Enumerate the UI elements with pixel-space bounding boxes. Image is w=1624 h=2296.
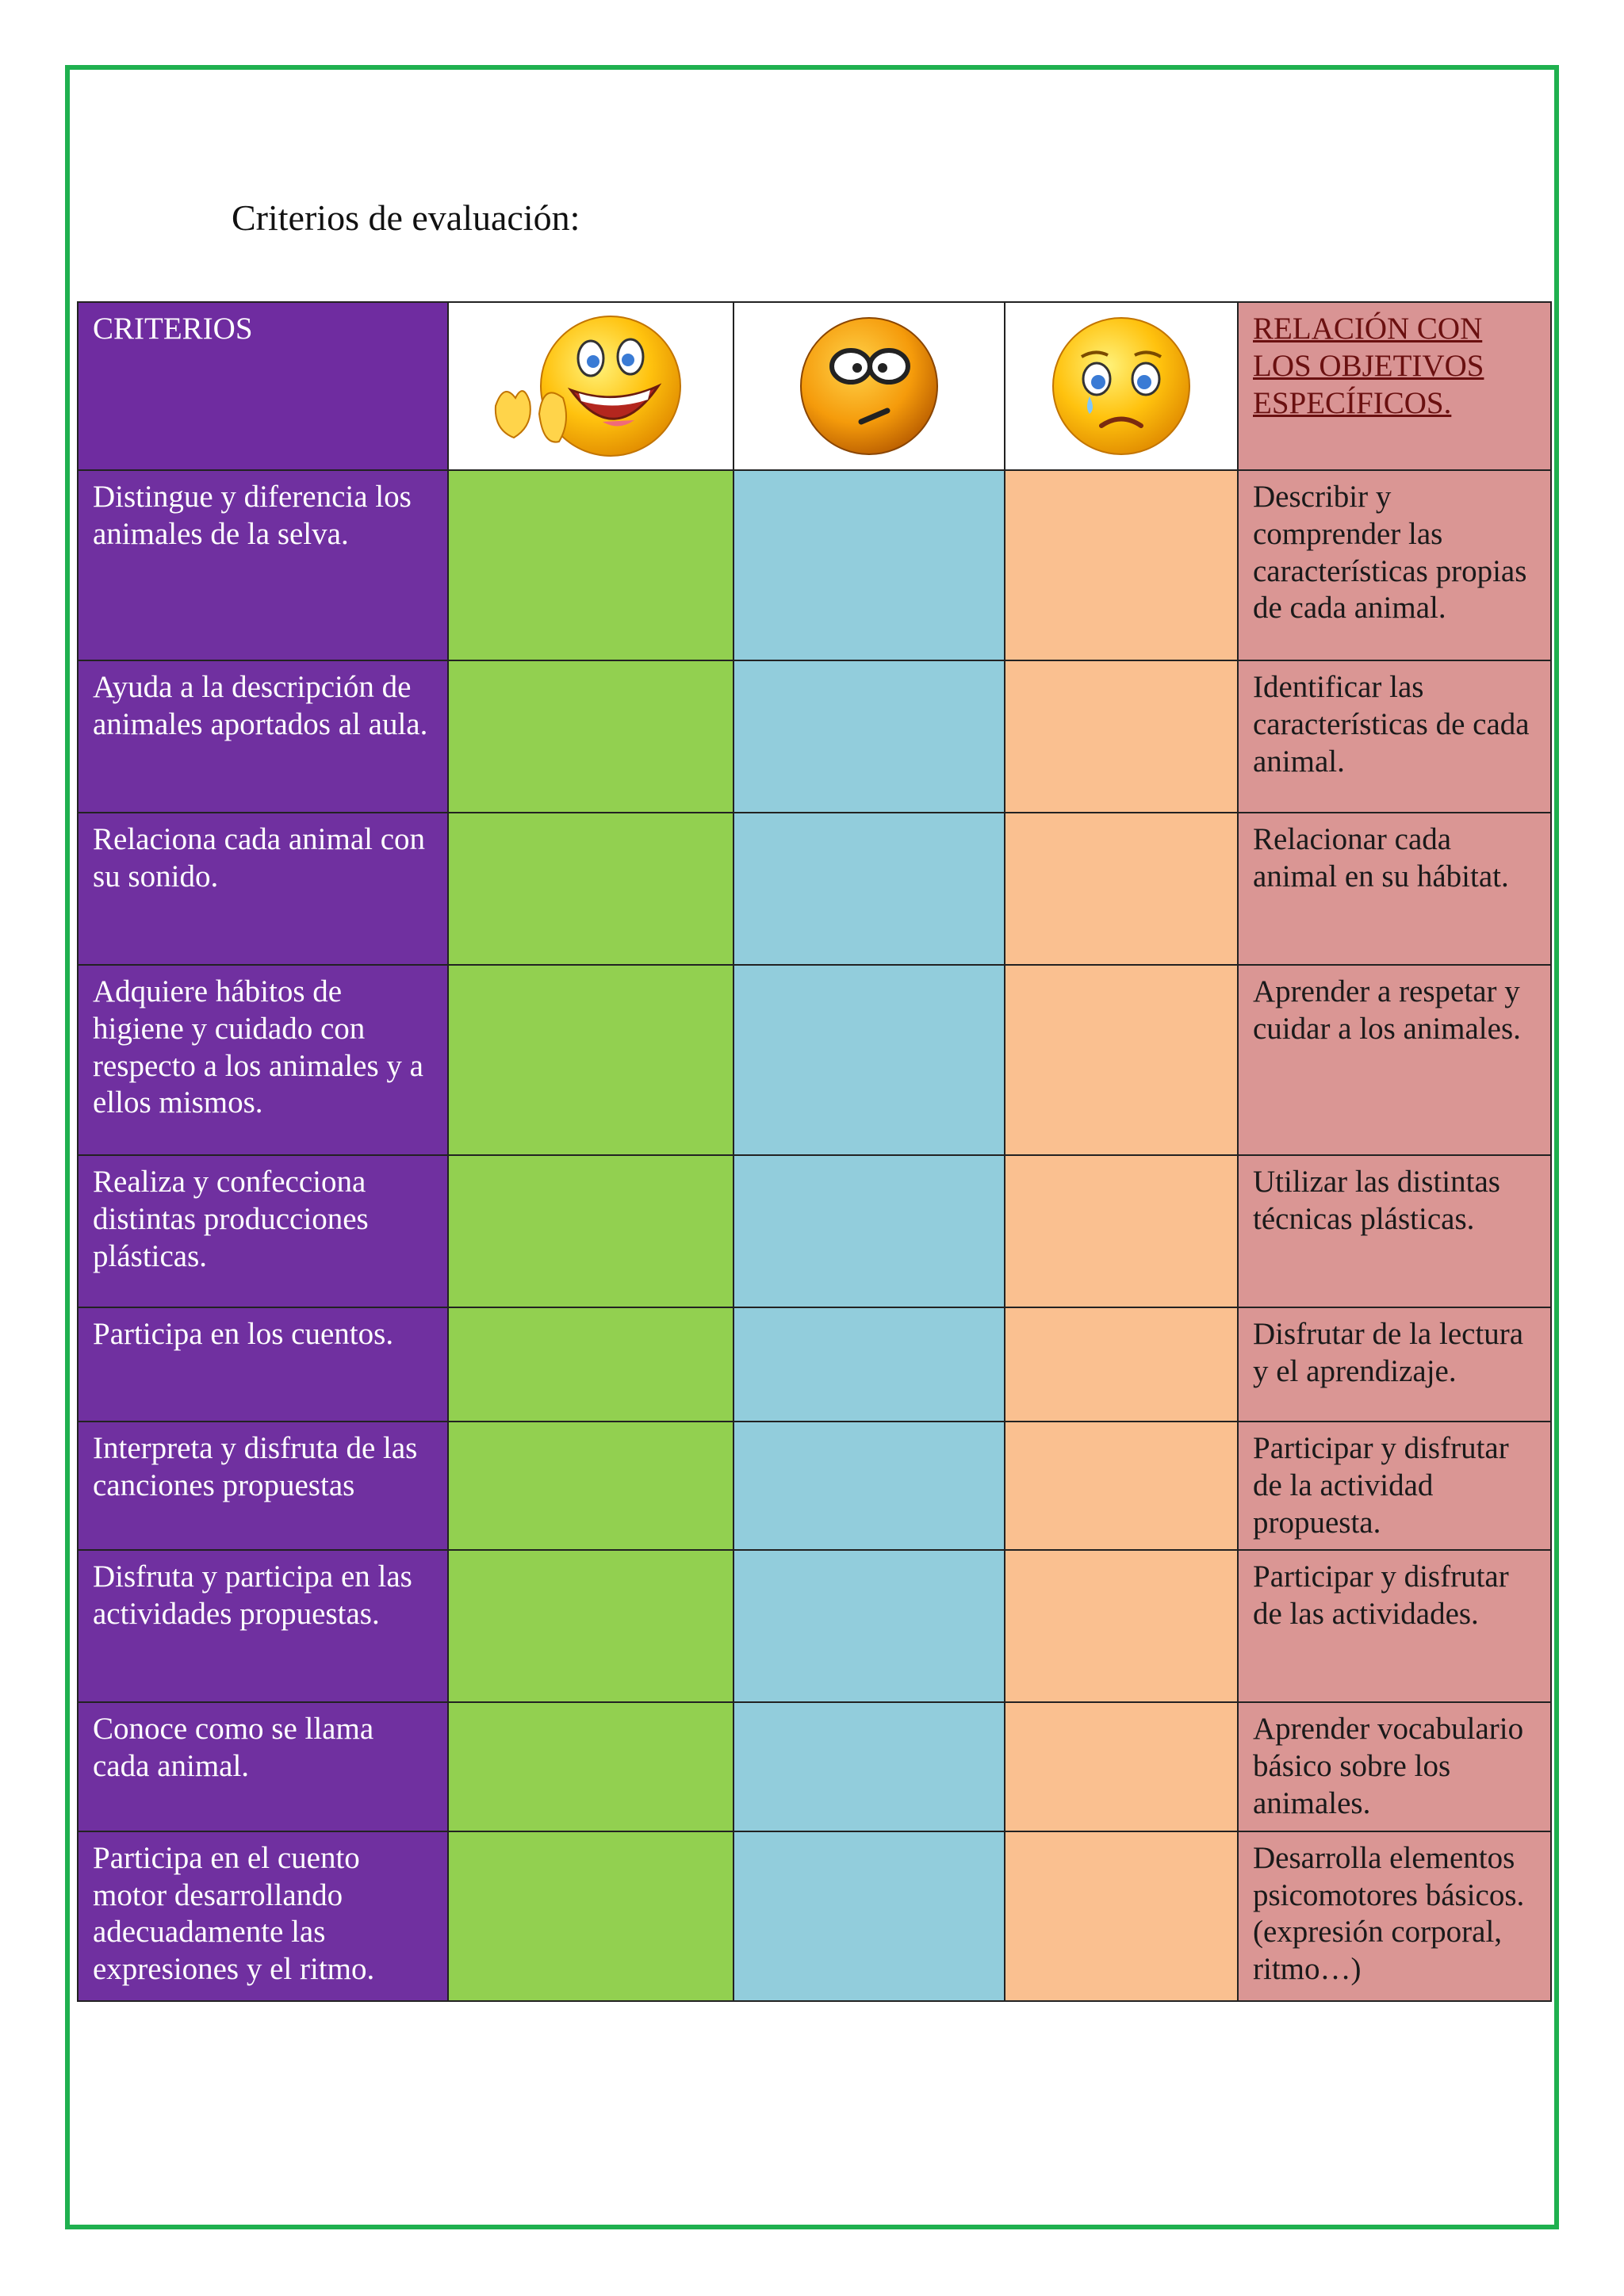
relacion-cell: Participar y disfrutar de la actividad propuesta. xyxy=(1238,1422,1551,1550)
table-row xyxy=(78,813,1551,965)
happy-rating-cell[interactable] xyxy=(448,1307,733,1422)
table-row xyxy=(78,1155,1551,1307)
criterio-cell: Participa en los cuentos. xyxy=(78,1307,448,1422)
confused-face-icon xyxy=(794,311,944,461)
sad-rating-cell[interactable] xyxy=(1005,1702,1238,1831)
happy-face-header xyxy=(448,302,733,470)
relacion-cell: Desarrolla elementos psicomotores básicos.(expresión corporal, ritmo…) xyxy=(1238,1831,1551,2001)
relacion-cell: Identificar las características de cada animal. xyxy=(1238,660,1551,813)
table-header-row xyxy=(78,302,1551,470)
happy-rating-cell[interactable] xyxy=(448,1702,733,1831)
table-row xyxy=(78,470,1551,660)
neutral-rating-cell[interactable] xyxy=(733,1831,1005,2001)
neutral-rating-cell[interactable] xyxy=(733,660,1005,813)
table-row xyxy=(78,660,1551,813)
sad-face-header xyxy=(1005,302,1238,470)
neutral-rating-cell[interactable] xyxy=(733,965,1005,1155)
happy-rating-cell[interactable] xyxy=(448,813,733,965)
happy-rating-cell[interactable] xyxy=(448,1831,733,2001)
neutral-rating-cell[interactable] xyxy=(733,470,1005,660)
evaluation-table xyxy=(77,301,1552,2002)
happy-rating-cell[interactable] xyxy=(448,470,733,660)
table-row xyxy=(78,1307,1551,1422)
sad-rating-cell[interactable] xyxy=(1005,1307,1238,1422)
sad-rating-cell[interactable] xyxy=(1005,1155,1238,1307)
table-row xyxy=(78,1422,1551,1550)
happy-rating-cell[interactable] xyxy=(448,965,733,1155)
sad-rating-cell[interactable] xyxy=(1005,470,1238,660)
neutral-rating-cell[interactable] xyxy=(733,1550,1005,1702)
relacion-cell: Relacionar cada animal en su hábitat. xyxy=(1238,813,1551,965)
relacion-cell: Participar y disfrutar de las actividades. xyxy=(1238,1550,1551,1702)
happy-rating-cell[interactable] xyxy=(448,1155,733,1307)
relacion-cell: Describir y comprender las características propias de cada animal. xyxy=(1238,470,1551,660)
neutral-rating-cell[interactable] xyxy=(733,1422,1005,1550)
neutral-rating-cell[interactable] xyxy=(733,1702,1005,1831)
relacion-header: RELACIÓN CON LOS OBJETIVOS ESPECÍFICOS. xyxy=(1238,302,1551,470)
criterio-cell: Distingue y diferencia los animales de la selva. xyxy=(78,470,448,660)
sad-rating-cell[interactable] xyxy=(1005,965,1238,1155)
relacion-cell: Disfrutar de la lectura y el aprendizaje. xyxy=(1238,1307,1551,1422)
criterio-cell: Conoce como se llama cada animal. xyxy=(78,1702,448,1831)
sad-rating-cell[interactable] xyxy=(1005,1550,1238,1702)
table-row xyxy=(78,1702,1551,1831)
neutral-rating-cell[interactable] xyxy=(733,1155,1005,1307)
criterio-cell: Interpreta y disfruta de las canciones propuestas xyxy=(78,1422,448,1550)
sad-rating-cell[interactable] xyxy=(1005,1831,1238,2001)
happy-face-icon xyxy=(472,311,710,461)
criterio-cell: Relaciona cada animal con su sonido. xyxy=(78,813,448,965)
criterio-cell: Participa en el cuento motor desarrollando adecuadamente las expresiones y el ritmo. xyxy=(78,1831,448,2001)
criterio-cell: Adquiere hábitos de higiene y cuidado con respecto a los animales y a ellos mismos. xyxy=(78,965,448,1155)
sad-rating-cell[interactable] xyxy=(1005,1422,1238,1550)
neutral-rating-cell[interactable] xyxy=(733,1307,1005,1422)
happy-rating-cell[interactable] xyxy=(448,1422,733,1550)
sad-rating-cell[interactable] xyxy=(1005,813,1238,965)
table-row xyxy=(78,1831,1551,2001)
happy-rating-cell[interactable] xyxy=(448,660,733,813)
criterio-cell: Realiza y confecciona distintas producciones plásticas. xyxy=(78,1155,448,1307)
neutral-rating-cell[interactable] xyxy=(733,813,1005,965)
criterio-cell: Ayuda a la descripción de animales aportados al aula. xyxy=(78,660,448,813)
page-title: Criterios de evaluación: xyxy=(232,197,580,238)
sad-rating-cell[interactable] xyxy=(1005,660,1238,813)
happy-rating-cell[interactable] xyxy=(448,1550,733,1702)
criterio-cell: Disfruta y participa en las actividades propuestas. xyxy=(78,1550,448,1702)
relacion-cell: Aprender vocabulario básico sobre los animales. xyxy=(1238,1702,1551,1831)
confused-face-header xyxy=(733,302,1005,470)
relacion-cell: Utilizar las distintas técnicas plásticas. xyxy=(1238,1155,1551,1307)
sad-face-icon xyxy=(1046,311,1197,461)
table-row xyxy=(78,1550,1551,1702)
criterios-header: CRITERIOS xyxy=(78,302,448,470)
table-row xyxy=(78,965,1551,1155)
relacion-cell: Aprender a respetar y cuidar a los animales. xyxy=(1238,965,1551,1155)
